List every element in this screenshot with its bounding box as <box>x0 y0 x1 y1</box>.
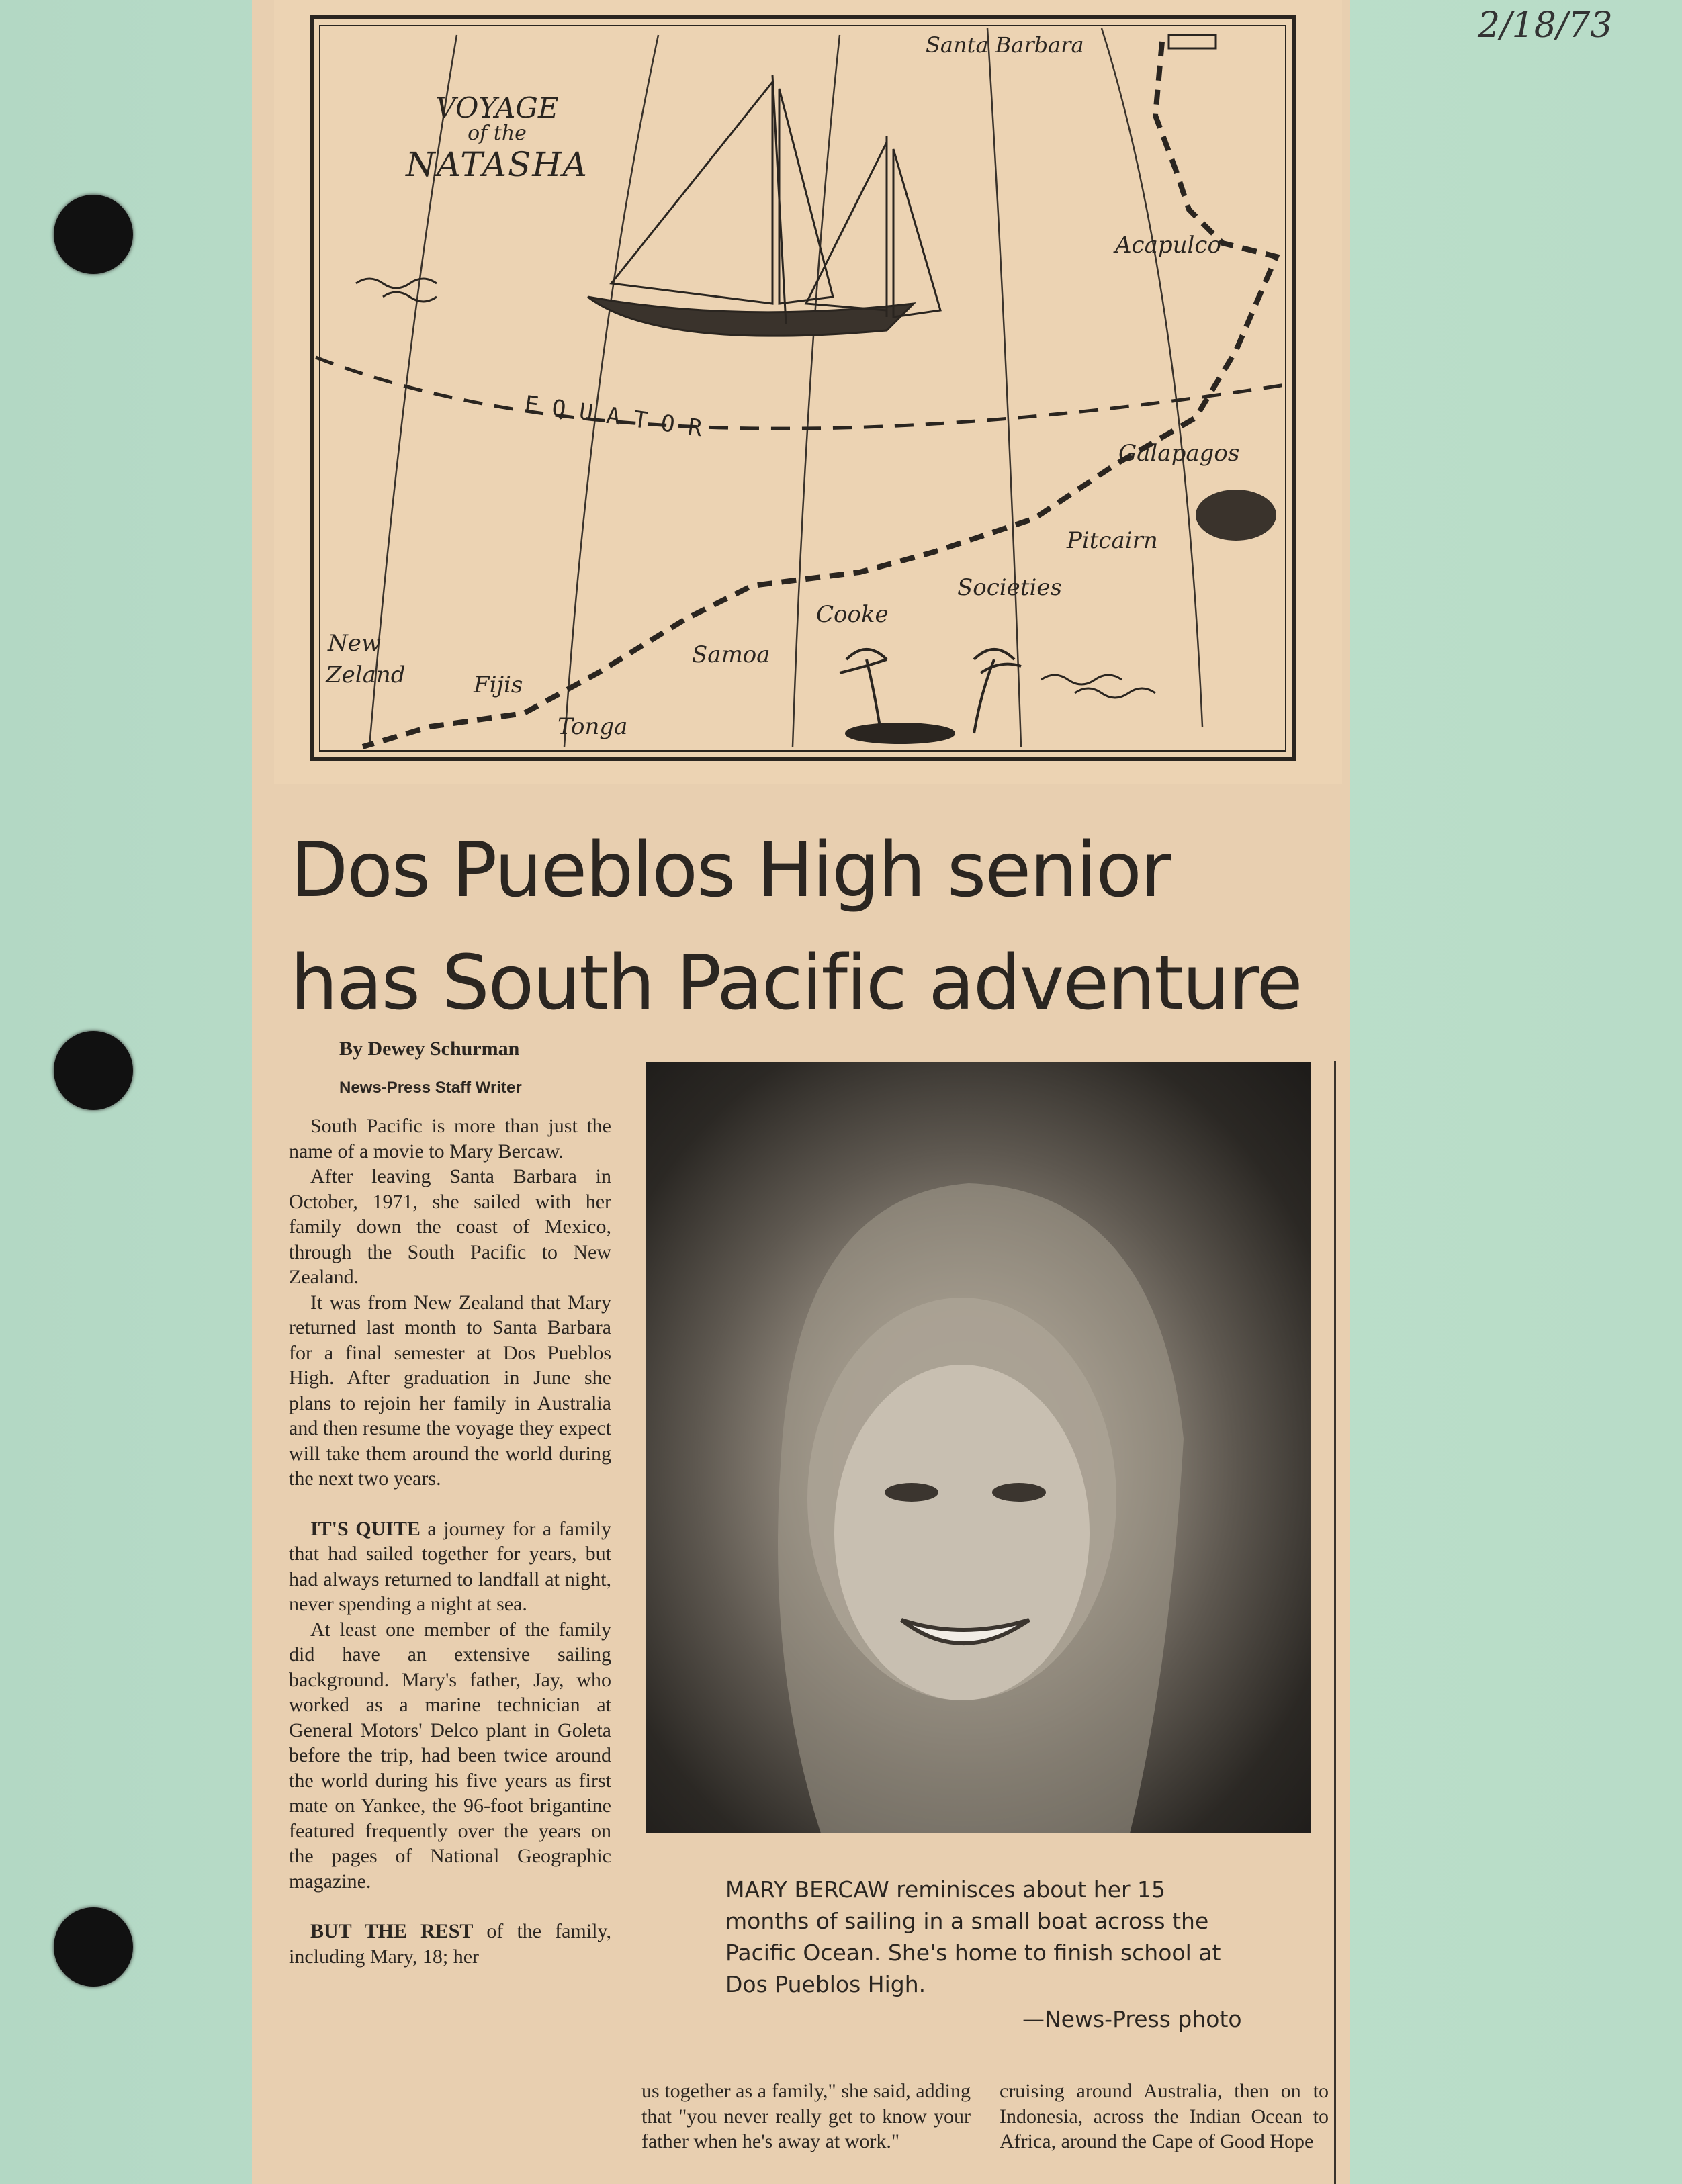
article-column-1 <box>289 1113 611 1969</box>
sailing-ship-illustration <box>588 75 940 336</box>
portrait-photo <box>646 1062 1311 1833</box>
paragraph-lead: BUT THE REST <box>310 1920 474 1942</box>
paragraph <box>289 1919 611 1969</box>
paragraph: After leaving Santa Barbara in October, 1971, she sailed with her family down the coast of Mexico, through the South Pacific to New Zealand. <box>289 1165 611 1288</box>
paragraph-text: of the family, including Mary, 18; her <box>289 1920 611 1968</box>
place-samoa: Samoa <box>692 641 770 668</box>
paragraph: It was from New Zealand that Mary returned last month to Santa Barbara for a final semester at Dos Pueblos High. After graduation in June she plans to rejoin her family in Australia and then resume the voyage they expect will take them around the world during the next two years. <box>289 1291 611 1490</box>
paragraph: South Pacific is more than just the name of a movie to Mary Bercaw. <box>289 1115 611 1163</box>
paragraph-text: a journey for a family that had sailed together for years, but had always returned to landfall at night, never spending a night at sea. <box>289 1517 611 1615</box>
headline-line2: has South Pacific adventure <box>290 940 1302 1027</box>
place-acapulco: Acapulco <box>1115 232 1221 259</box>
paragraph <box>289 1516 611 1617</box>
place-pitcairn: Pitcairn <box>1067 527 1158 554</box>
wave-doodles <box>356 279 1155 698</box>
place-cooke: Cooke <box>816 601 889 628</box>
paragraph: At least one member of the family did have an extensive sailing background. Mary's father, Jay, who worked as a marine technician at General Motors' Delco plant in Goleta before the trip, had been twice around the world during his five years as first mate on Yankee, the 96-foot brigantine featured frequently over the years on the pages of National Geographic magazine. <box>289 1618 611 1893</box>
map-title-line2: of the <box>468 122 527 145</box>
place-fijis: Fijis <box>474 672 523 698</box>
flag-sketch <box>1169 35 1216 48</box>
island-palms-illustration <box>840 649 1021 743</box>
equator-label: E Q U A T O R <box>523 390 704 443</box>
place-new-zealand-line1: New <box>328 630 381 657</box>
headline-line1: Dos Pueblos High senior <box>290 827 1170 914</box>
map-title-line1: VOYAGE <box>435 91 559 124</box>
punch-hole <box>54 195 133 274</box>
map-title-line3: NATASHA <box>406 145 588 184</box>
handwritten-date: 2/18/73 <box>1478 5 1613 46</box>
place-santa-barbara: Santa Barbara <box>926 32 1084 58</box>
paragraph: cruising around Australia, then on to Indonesia, across the Indian Ocean to Africa, around the Cape of Good Hope <box>1000 2080 1329 2152</box>
place-galapagos: Galapagos <box>1118 440 1240 467</box>
photo-caption: MARY BERCAW reminisces about her 15 months of sailing in a small boat across the Pacific Ocean. She's home to finish school at Dos Pueblos High. <box>725 1876 1221 1997</box>
paragraph: us together as a family," she said, adding that "you never really get to know your father when he's away at work." <box>641 2080 971 2152</box>
punch-hole <box>54 1031 133 1110</box>
equator-line <box>316 357 1290 428</box>
map-title <box>363 91 631 184</box>
turtle-illustration <box>1196 490 1276 541</box>
paragraph-lead: IT'S QUITE <box>310 1517 420 1540</box>
portrait-sketch <box>646 1062 1311 1833</box>
place-tonga: Tonga <box>558 713 628 740</box>
article-column-2 <box>641 2079 971 2154</box>
byline: By Dewey Schurman <box>339 1038 520 1060</box>
place-new-zealand-line2: Zeland <box>326 662 406 688</box>
headline <box>290 814 1311 1040</box>
byline-role: News-Press Staff Writer <box>339 1079 522 1097</box>
place-societies: Societies <box>957 574 1062 601</box>
article-column-3 <box>1000 2079 1329 2154</box>
photo-credit: —News-Press photo <box>1022 2006 1242 2032</box>
column-rule <box>1334 1061 1336 2184</box>
punch-hole <box>54 1907 133 1987</box>
